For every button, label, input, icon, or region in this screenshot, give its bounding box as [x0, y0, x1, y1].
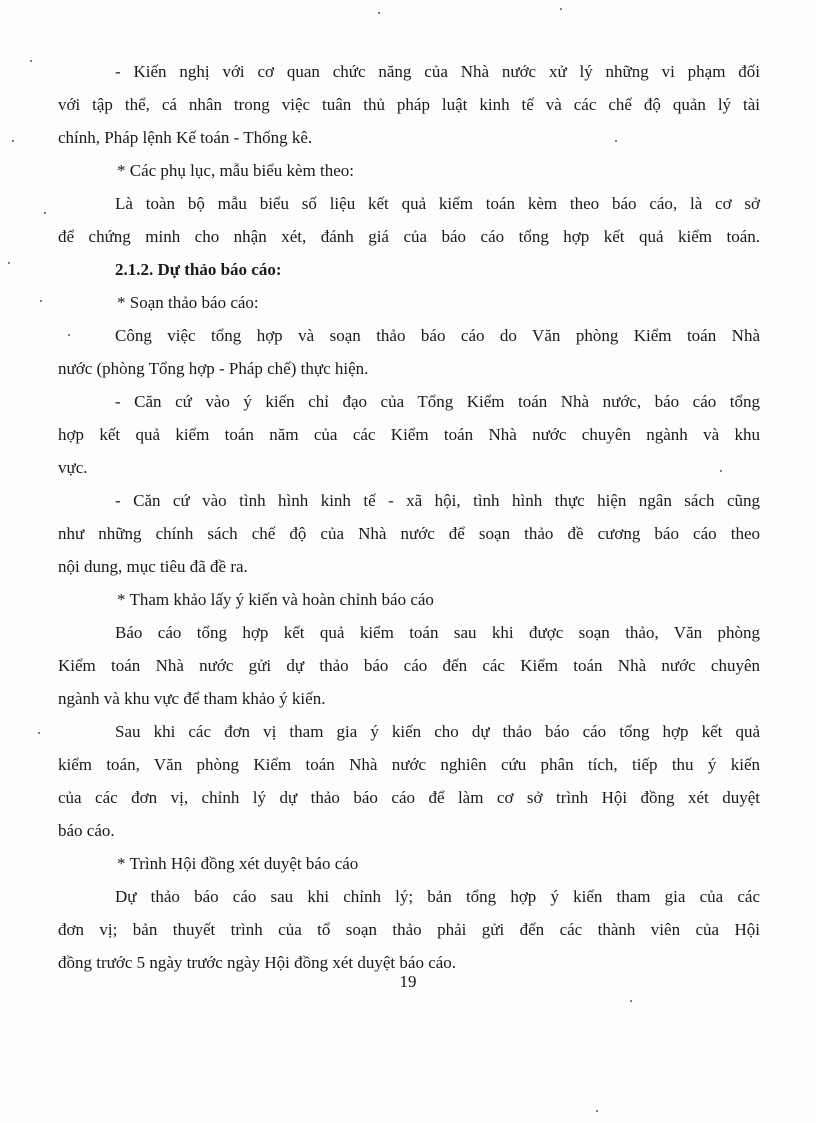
scan-speck — [630, 1000, 632, 1002]
body-line: với tập thể, cá nhân trong việc tuân thủ pháp luật kinh tế và các chế độ quản lý tài — [58, 95, 760, 114]
body-line: - Kiến nghị với cơ quan chức năng của Nhà nước xử lý những vi phạm đối — [115, 62, 760, 81]
scan-speck — [560, 8, 562, 10]
scan-speck — [596, 1110, 598, 1112]
body-line: Là toàn bộ mẫu biểu số liệu kết quả kiểm toán kèm theo báo cáo, là cơ sở — [115, 194, 760, 213]
scan-speck — [40, 300, 42, 302]
body-line: Kiểm toán Nhà nước gửi dự thảo báo cáo đến các Kiểm toán Nhà nước chuyên — [58, 656, 760, 675]
scan-speck — [378, 12, 380, 14]
scan-speck — [38, 732, 40, 734]
body-line: vực. — [58, 458, 88, 477]
body-line: - Căn cứ vào tình hình kinh tế - xã hội, tình hình thực hiện ngân sách cũng — [115, 491, 760, 510]
body-line: báo cáo. — [58, 821, 115, 840]
body-line: chính, Pháp lệnh Kế toán - Thống kê. — [58, 128, 313, 147]
section-bullet: * Tham khảo lấy ý kiến và hoàn chỉnh báo cáo — [117, 590, 434, 609]
body-line: như những chính sách chế độ của Nhà nước để soạn thảo đề cương báo cáo theo — [58, 524, 760, 543]
scan-speck — [30, 60, 32, 62]
scan-speck — [615, 140, 617, 142]
body-line: Sau khi các đơn vị tham gia ý kiến cho dự thảo báo cáo tổng hợp kết quả — [115, 722, 760, 741]
body-line: - Căn cứ vào ý kiến chỉ đạo của Tổng Kiểm toán Nhà nước, báo cáo tổng — [115, 392, 760, 411]
page-number: 19 — [399, 972, 417, 991]
body-line: Báo cáo tổng hợp kết quả kiểm toán sau khi được soạn thảo, Văn phòng — [115, 623, 760, 642]
scan-speck — [8, 262, 10, 264]
section-bullet: * Các phụ lục, mẫu biểu kèm theo: — [117, 161, 354, 180]
scan-speck — [720, 470, 722, 472]
body-line: ngành và khu vực để tham khảo ý kiến. — [58, 689, 326, 708]
body-line: nội dung, mục tiêu đã đề ra. — [58, 557, 248, 576]
scan-speck — [44, 212, 46, 214]
body-line: đơn vị; bản thuyết trình của tổ soạn thảo phải gửi đến các thành viên của Hội — [58, 920, 760, 939]
scan-speck — [68, 334, 70, 336]
body-line: để chứng minh cho nhận xét, đánh giá của báo cáo tổng hợp kết quả kiểm toán. — [58, 227, 760, 246]
body-line: Công việc tổng hợp và soạn thảo báo cáo do Văn phòng Kiểm toán Nhà — [115, 326, 760, 345]
scan-speck — [12, 140, 14, 142]
body-line: của các đơn vị, chỉnh lý dự thảo báo cáo để làm cơ sở trình Hội đồng xét duyệt — [58, 788, 760, 807]
body-line: hợp kết quả kiểm toán năm của các Kiểm toán Nhà nước chuyên ngành và khu — [58, 425, 760, 444]
section-bullet: * Soạn thảo báo cáo: — [117, 293, 259, 312]
body-line: nước (phòng Tổng hợp - Pháp chế) thực hiện. — [58, 359, 369, 378]
body-line: Dự thảo báo cáo sau khi chỉnh lý; bản tổng hợp ý kiến tham gia của các — [115, 887, 760, 906]
section-heading: 2.1.2. Dự thảo báo cáo: — [115, 260, 282, 279]
body-line: đồng trước 5 ngày trước ngày Hội đồng xét duyệt báo cáo. — [58, 953, 457, 972]
section-bullet: * Trình Hội đồng xét duyệt báo cáo — [117, 854, 359, 873]
body-line: kiểm toán, Văn phòng Kiểm toán Nhà nước nghiên cứu phân tích, tiếp thu ý kiến — [58, 755, 760, 774]
